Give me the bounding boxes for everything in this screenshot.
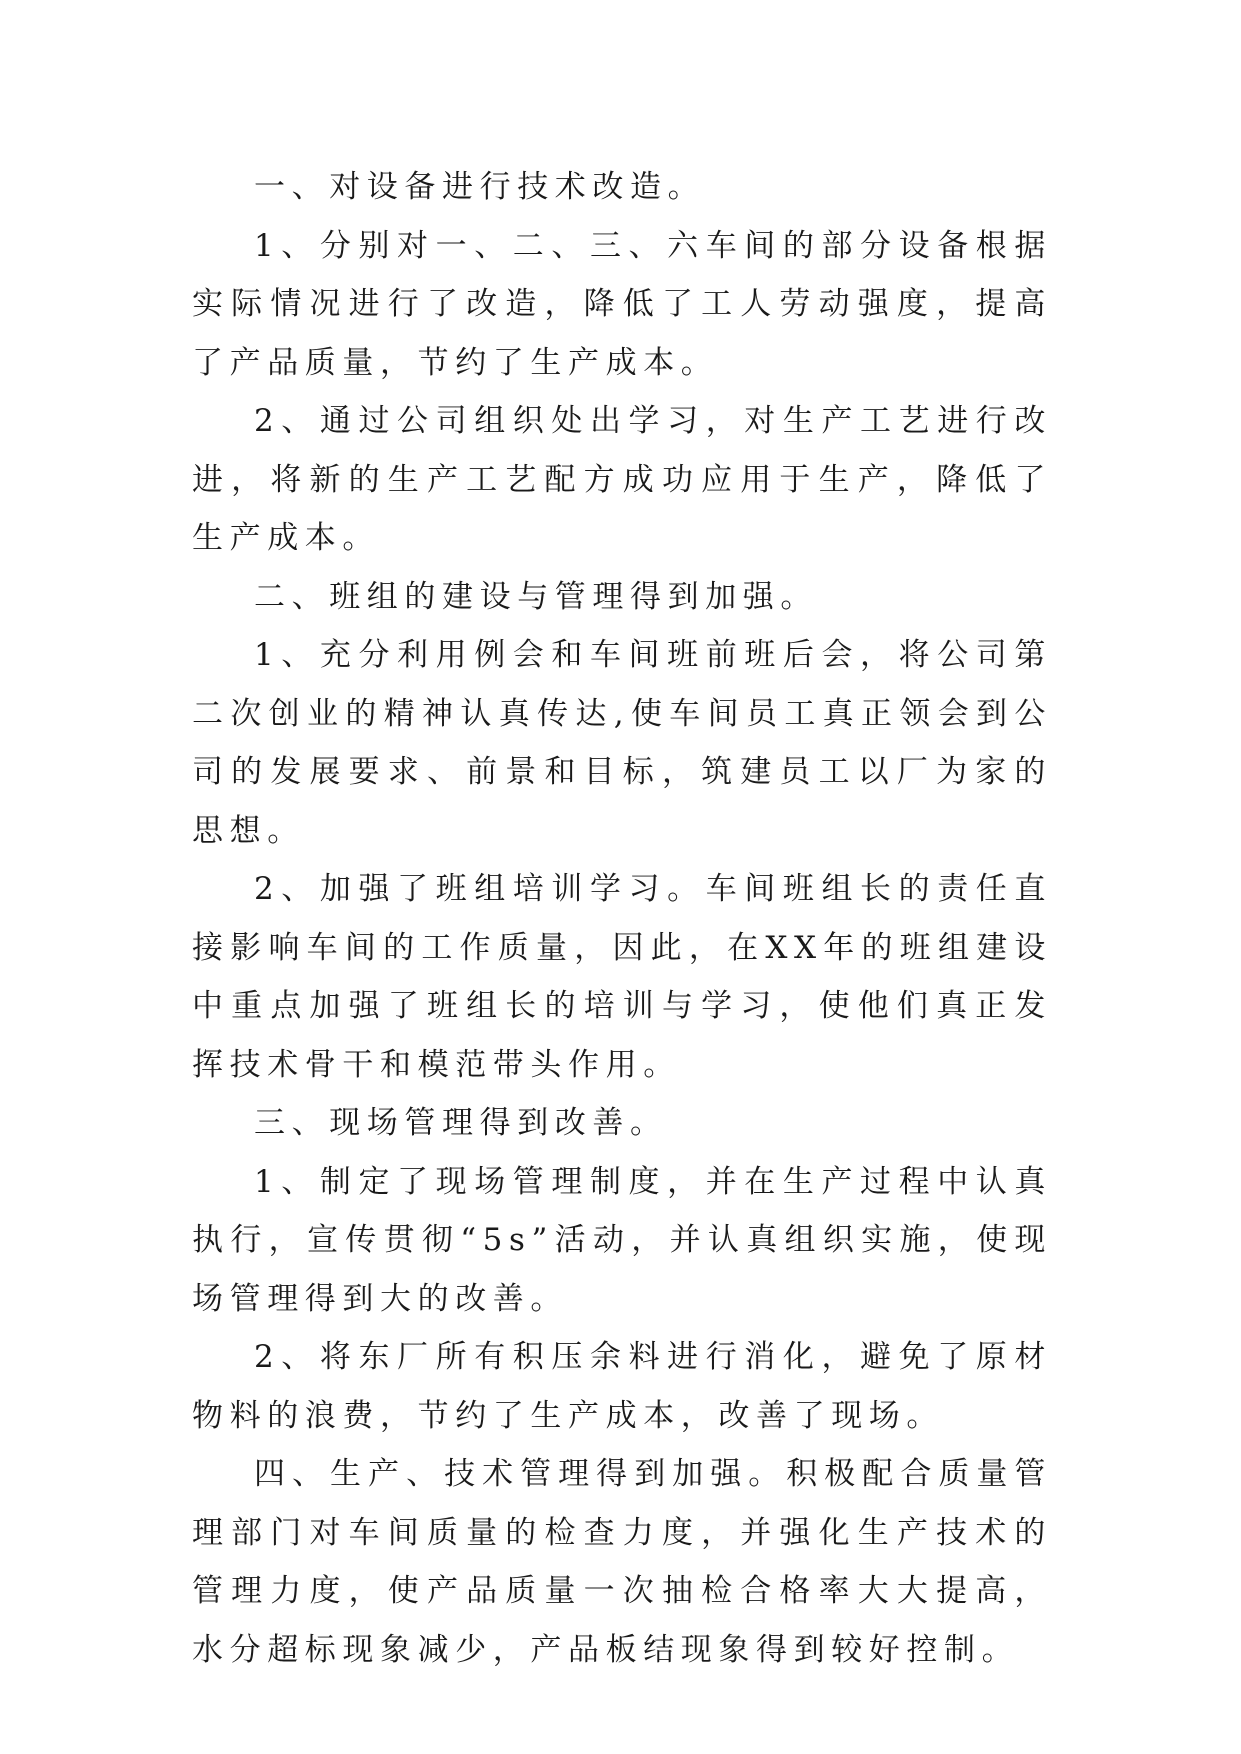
- heading-4: 四、生产、技术管理得到加强。积极配合质量管理部门对车间质量的检查力度，并强化生产技术的管理力度，使产品质量一次抽检合格率大大提高，水分超标现象减少，产品板结现象得到较好控制。: [192, 1456, 1052, 1668]
- paragraph: 1、分别对一、二、三、六车间的部分设备根据实际情况进行了改造，降低了工人劳动强度，提高了产品质量，节约了生产成本。: [192, 227, 1052, 381]
- paragraph: 2、加强了班组培训学习。车间班组长的责任直接影响车间的工作质量，因此，在XX年的班组建设中重点加强了班组长的培训与学习，使他们真正发挥技术骨干和模范带头作用。: [192, 871, 1052, 1083]
- paragraph: 2、通过公司组织处出学习，对生产工艺进行改进，将新的生产工艺配方成功应用于生产，降低了生产成本。: [192, 403, 1052, 556]
- heading-2: 二、班组的建设与管理得到加强。: [254, 578, 818, 615]
- paragraph: 1、制定了现场管理制度，并在生产过程中认真执行，宣传贯彻“5s”活动，并认真组织实施，使现场管理得到大的改善。: [192, 1163, 1052, 1317]
- paragraph: 2、将东厂所有积压余料进行消化，避免了原材物料的浪费，节约了生产成本，改善了现场。: [192, 1339, 1052, 1434]
- paragraph: 1、充分利用例会和车间班前班后会，将公司第二次创业的精神认真传达,使车间员工真正领会到公司的发展要求、前景和目标，筑建员工以厂为家的思想。: [192, 637, 1052, 849]
- heading-3: 三、现场管理得到改善。: [254, 1105, 668, 1141]
- document-body: [192, 158, 1052, 1679]
- heading-1: 一、对设备进行技术改造。: [254, 169, 706, 205]
